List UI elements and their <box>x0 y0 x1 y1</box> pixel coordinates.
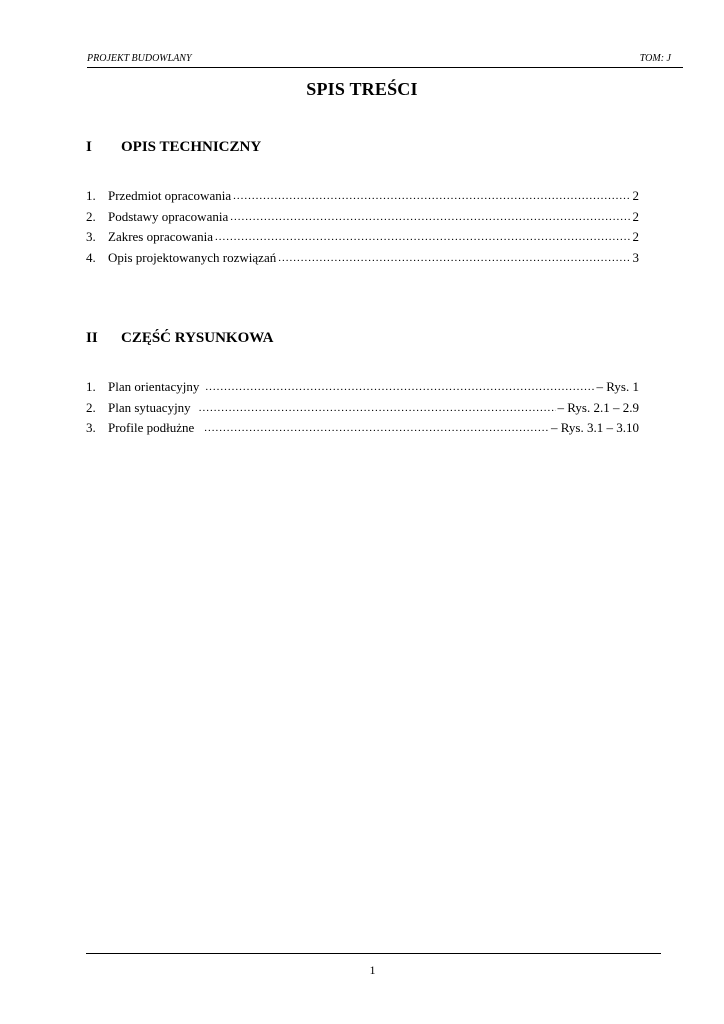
dot-leader <box>230 207 630 228</box>
toc-entry[interactable] <box>86 418 639 439</box>
toc-entry-page: 2 <box>632 188 639 203</box>
toc-entry-page: 2 <box>632 229 639 244</box>
toc-entry[interactable] <box>86 207 639 228</box>
toc-entry-text: Opis projektowanych rozwiązań <box>108 249 277 265</box>
toc-entry-page: – Rys. 3.1 – 3.10 <box>551 420 639 435</box>
page-number: 1 <box>369 963 376 977</box>
toc-entry-page: 2 <box>632 208 639 224</box>
header-project-label: PROJEKT BUDOWLANY <box>87 53 192 64</box>
toc-entry[interactable] <box>86 186 639 207</box>
toc-entry-number: 2. <box>86 399 96 415</box>
dot-leader <box>233 186 630 207</box>
dot-leader <box>278 248 630 269</box>
section-number: I <box>86 139 92 155</box>
footer-divider <box>86 953 661 954</box>
section-label: CZĘŚĆ RYSUNKOWA <box>121 330 274 346</box>
section-label: OPIS TECHNICZNY <box>121 139 262 155</box>
toc-entry-page: 3 <box>632 249 639 265</box>
page-title: SPIS TREŚCI <box>306 79 418 99</box>
toc-entry[interactable] <box>86 398 639 419</box>
toc-entry[interactable] <box>86 377 639 398</box>
toc-entry-page: – Rys. 1 <box>596 379 639 394</box>
toc-entry-page: – Rys. 2.1 – 2.9 <box>557 399 639 415</box>
dot-leader <box>215 227 630 248</box>
toc-entry-text: Plan sytuacyjny <box>108 399 191 415</box>
toc-entry-text: Zakres opracowania <box>108 229 214 244</box>
toc-entry-text: Podstawy opracowania <box>108 208 229 224</box>
section-number: II <box>86 330 98 346</box>
toc-entry-text: Przedmiot opracowania <box>108 188 232 203</box>
toc-entry-number: 1. <box>86 379 96 394</box>
header-volume-label: TOM: J <box>639 53 671 64</box>
dot-leader <box>199 398 556 419</box>
toc-entry-text: Profile podłużne <box>108 420 195 435</box>
toc-entry[interactable] <box>86 248 639 269</box>
toc-entry-number: 3. <box>86 420 96 435</box>
dot-leader <box>205 377 594 398</box>
toc-list-section-1 <box>86 186 639 268</box>
toc-entry-number: 4. <box>86 249 96 265</box>
page-header <box>87 52 683 68</box>
toc-entry-number: 1. <box>86 188 96 203</box>
toc-entry-number: 3. <box>86 229 96 244</box>
toc-list-section-2 <box>86 377 639 439</box>
toc-entry-text: Plan orientacyjny <box>108 379 200 394</box>
dot-leader <box>204 418 549 439</box>
toc-entry[interactable] <box>86 227 639 248</box>
toc-entry-number: 2. <box>86 208 96 224</box>
